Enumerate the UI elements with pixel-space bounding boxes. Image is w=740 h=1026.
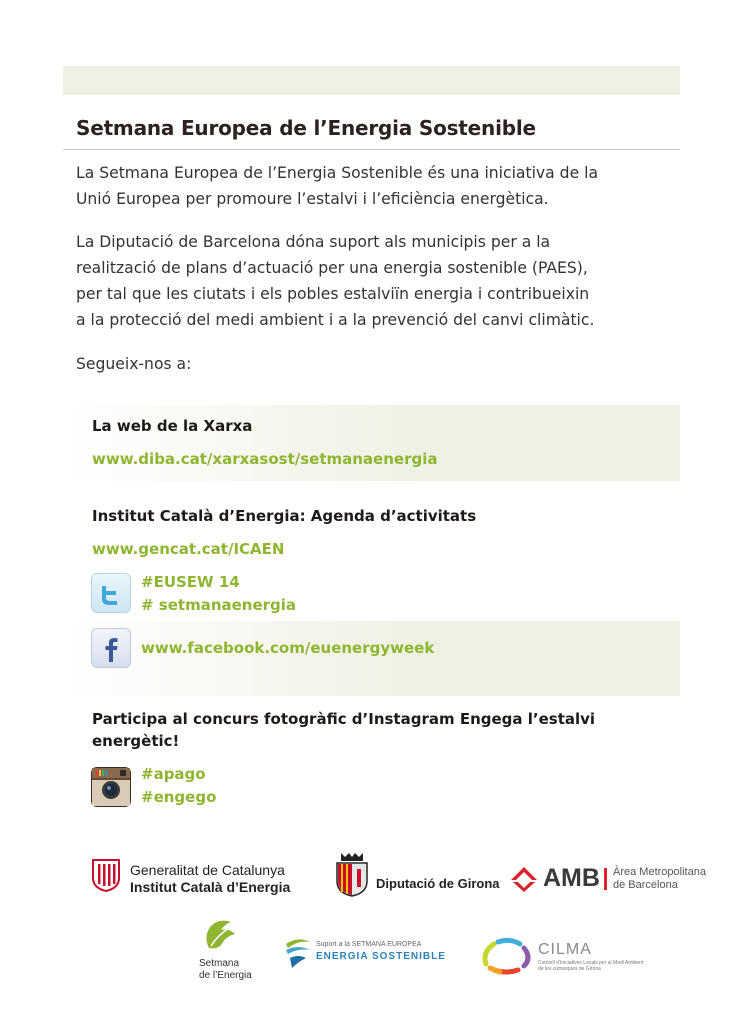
cilma-subtitle-line: de les comarques de Girona — [538, 966, 601, 972]
diputacio-shield-icon — [333, 851, 371, 897]
generalitat-emblem-icon — [91, 858, 121, 892]
amb-mark-icon — [510, 866, 538, 892]
facebook-icon[interactable] — [91, 628, 131, 668]
cilma-name: CILMA — [538, 941, 592, 958]
page-title: Setmana Europea de l’Energia Sostenible — [76, 116, 536, 140]
cilma-subtitle — [538, 960, 643, 972]
diputacio-name: Diputació de Girona — [376, 876, 500, 891]
intro-line: La Setmana Europea de l’Energia Sostenible és una iniciativa de la — [76, 164, 599, 182]
twitter-tag[interactable]: # setmanaenergia — [141, 596, 297, 614]
generalitat-name: Generalitat de Catalunya — [130, 862, 285, 878]
intro-paragraph-2 — [76, 229, 594, 333]
intro-line: per tal que les ciutats i els pobles estalviïn energia i contribueixin — [76, 285, 590, 303]
facebook-link[interactable]: www.facebook.com/euenergyweek — [141, 639, 435, 657]
setmana-line: de l’Energia — [199, 970, 252, 981]
instagram-label-line: Participa al concurs fotogràfic d’Instagram Engega l’estalvi — [92, 710, 596, 728]
eusew-small-text: Suport a la SETMANA EUROPEA — [316, 941, 422, 948]
icaen-name: Institut Català d’Energia — [130, 879, 291, 895]
instagram-tag[interactable]: #apago — [141, 765, 206, 783]
cilma-ring-icon — [478, 934, 536, 976]
setmana-leaf-icon — [199, 918, 243, 956]
instagram-icon[interactable] — [91, 767, 131, 807]
title-rule — [63, 149, 680, 150]
instagram-tag[interactable]: #engego — [141, 788, 217, 806]
cilma-subtitle-line: Consell d’Iniciatives Locals per al Medi Ambient — [538, 960, 644, 966]
eusew-swoosh-icon — [284, 936, 312, 970]
follow-us-label: Segueix-nos a: — [76, 355, 192, 373]
top-band — [63, 66, 680, 95]
amb-subtitle — [613, 866, 706, 892]
intro-line: La Diputació de Barcelona dóna suport als municipis per a la — [76, 233, 551, 251]
instagram-label — [92, 708, 595, 752]
intro-paragraph-1 — [76, 160, 598, 212]
setmana-line: Setmana — [199, 958, 240, 969]
twitter-icon[interactable] — [91, 573, 131, 613]
eusew-big-text: ENERGIA SOSTENIBLE — [316, 951, 446, 962]
amb-subtitle-line: de Barcelona — [613, 879, 678, 891]
intro-line: a la protecció del medi ambient i a la prevenció del canvi climàtic. — [76, 311, 595, 329]
intro-line: realització de plans d’actuació per una energia sostenible (PAES), — [76, 259, 588, 277]
twitter-tag[interactable]: #EUSEW 14 — [141, 573, 240, 591]
icaen-label: Institut Català d’Energia: Agenda d’activitats — [92, 507, 477, 525]
xarxa-link[interactable]: www.diba.cat/xarxasost/setmanaenergia — [92, 450, 438, 468]
intro-line: Unió Europea per promoure l’estalvi i l’eficiència energètica. — [76, 190, 549, 208]
setmana-energia-text — [199, 958, 252, 982]
instagram-label-line: energètic! — [92, 732, 180, 750]
facebook-band — [63, 621, 680, 696]
amb-divider — [604, 868, 607, 890]
icaen-link[interactable]: www.gencat.cat/ICAEN — [92, 540, 285, 558]
amb-subtitle-line: Àrea Metropolitana — [613, 866, 706, 878]
xarxa-label: La web de la Xarxa — [92, 417, 253, 435]
amb-name: AMB — [543, 864, 600, 892]
